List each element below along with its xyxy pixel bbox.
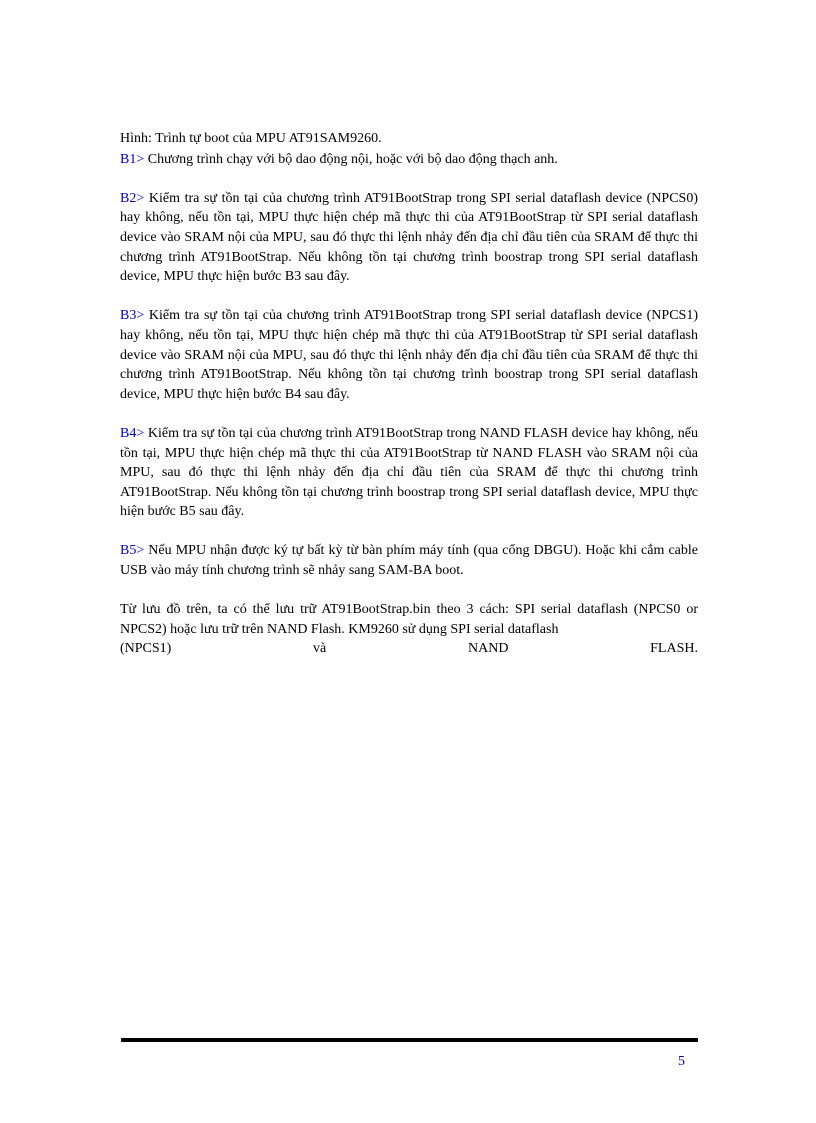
step-label: B1> — [120, 151, 145, 167]
step-text: Nếu MPU nhận được ký tự bất kỳ từ bàn phím máy tính (qua cổng DBGU). Hoặc khi cắm cable USB vào máy tính chương trình sẽ nhảy sang SAM-BA boot. — [120, 543, 698, 579]
closing-paragraph: Từ lưu đồ trên, ta có thể lưu trữ AT91BootStrap.bin theo 3 cách: SPI serial dataflash (NPCS0 or NPCS2) hoặc lưu trữ trên NAND Flash. KM9260 sử dụng SPI serial dataflash — [120, 602, 698, 637]
step-text: Kiểm tra sự tồn tại của chương trình AT91BootStrap trong SPI serial dataflash device (NPCS1) hay không, nếu tồn tại, MPU thực hiện chép mã thực thi của AT91BootStrap từ SPI serial dataflash device vào SRAM nội của MPU, sau đó thực thi lệnh nhảy đến địa chỉ đầu tiên của SRAM để thực thi chương trình AT91BootStrap. Nếu không tồn tại chương trình boostrap trong SPI serial dataflash device, MPU thực hiện bước B4 sau đây. — [120, 308, 698, 402]
footer-rule — [121, 1038, 698, 1042]
page-number: 5 — [678, 1054, 685, 1069]
step-label: B4> — [120, 425, 145, 441]
step-b2 — [120, 189, 698, 287]
step-b5 — [120, 541, 698, 580]
step-b1 — [120, 150, 698, 170]
figure-caption: Hình: Trình tự boot của MPU AT91SAM9260. — [120, 131, 382, 146]
step-b4 — [120, 424, 698, 522]
closing-last-line: (NPCS1) và NAND FLASH. — [120, 641, 698, 657]
step-text: Kiểm tra sự tồn tại của chương trình AT91BootStrap trong SPI serial dataflash device (NPCS0) hay không, nếu tồn tại, MPU thực hiện chép mã thực thi của AT91BootStrap từ SPI serial dataflash device vào SRAM nội của MPU, sau đó thực thi lệnh nhảy đến địa chỉ đầu tiên của SRAM để thực thi chương trình AT91BootStrap. Nếu không tồn tại chương trình boostrap trong SPI serial dataflash device, MPU thực hiện bước B3 sau đây. — [120, 190, 698, 285]
step-label: B3> — [120, 308, 145, 324]
step-b3 — [120, 306, 698, 404]
step-text: Kiểm tra sự tồn tại của chương trình AT91BootStrap trong NAND FLASH device hay không, nếu tồn tại, MPU thực hiện chép mã thực thi của AT91BootStrap từ NAND FLASH vào SRAM nội của MPU, sau đó thực thi lệnh nhảy đến địa chỉ đầu tiên của SRAM để thực thi chương trình AT91BootStrap. Nếu không tồn tại chương trình boostrap trong SPI serial dataflash device, MPU thực hiện bước B5 sau đây. — [120, 425, 698, 520]
document-body — [120, 129, 698, 659]
step-label: B5> — [120, 543, 145, 559]
step-text: Chương trình chạy với bộ dao động nội, hoặc với bộ dao động thạch anh. — [144, 151, 558, 167]
step-label: B2> — [120, 190, 145, 206]
